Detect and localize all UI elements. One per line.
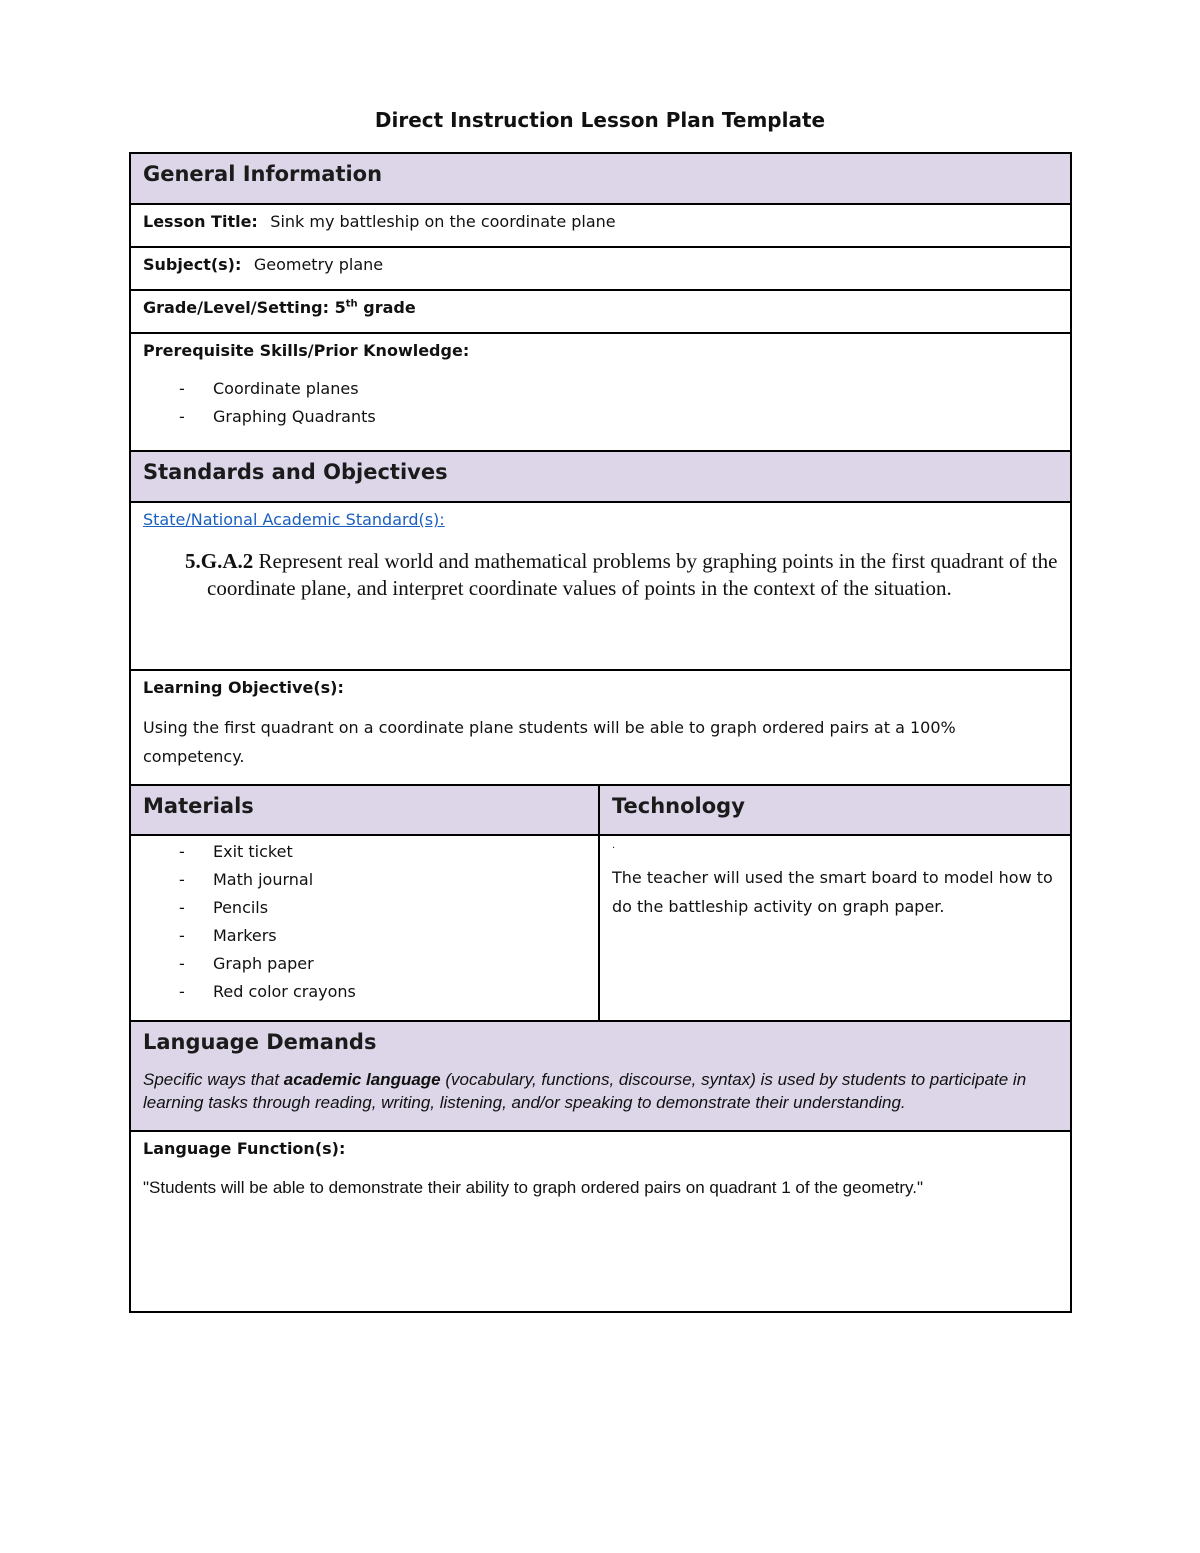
lesson-title-label: Lesson Title: bbox=[143, 212, 258, 231]
lesson-plan-table bbox=[129, 152, 1072, 1313]
language-heading: Language Demands bbox=[143, 1030, 377, 1054]
general-info-heading: General Information bbox=[143, 162, 383, 186]
objective-label: Learning Objective(s): bbox=[143, 678, 344, 697]
subject-row bbox=[130, 247, 1071, 290]
objective-text: Using the first quadrant on a coordinate plane students will be able to graph ordered pairs at a 100% competency. bbox=[143, 718, 956, 766]
materials-cell bbox=[130, 835, 599, 1021]
standard-text: Represent real world and mathematical problems by graphing points in the first quadrant of the coordinate plane, and interpret coordinate values of points in the context of the situation. bbox=[207, 549, 1058, 600]
grade-label: Grade/Level/Setting: bbox=[143, 298, 330, 317]
standards-heading: Standards and Objectives bbox=[143, 460, 448, 484]
prereq-label: Prerequisite Skills/Prior Knowledge: bbox=[143, 341, 470, 360]
materials-header bbox=[130, 785, 599, 835]
materials-list bbox=[143, 838, 586, 1006]
subject-value: Geometry plane bbox=[253, 255, 384, 274]
technology-header bbox=[599, 785, 1071, 835]
subject-label: Subject(s): bbox=[143, 255, 242, 274]
list-item: - Math journal bbox=[179, 866, 586, 894]
standard-link[interactable]: State/National Academic Standard(s): bbox=[143, 510, 445, 529]
technology-dot: . bbox=[612, 840, 616, 851]
prereq-list bbox=[143, 375, 1058, 431]
standards-header bbox=[130, 451, 1071, 502]
grade-row bbox=[130, 290, 1071, 333]
language-desc-after: (vocabulary, functions, discourse, syntax) is used by students to participate in learning tasks through reading, writing, listening, and/or speaking to demonstrate their understanding. bbox=[143, 1070, 1027, 1112]
lesson-title-value: Sink my battleship on the coordinate plane bbox=[270, 212, 616, 231]
prereq-row bbox=[130, 333, 1071, 451]
standard-statement bbox=[165, 548, 1058, 602]
list-item: - Graph paper bbox=[179, 950, 586, 978]
standard-row bbox=[130, 502, 1071, 670]
general-info-header bbox=[130, 153, 1071, 204]
grade-number: 5 bbox=[334, 298, 346, 317]
technology-heading: Technology bbox=[612, 794, 745, 818]
technology-text: The teacher will used the smart board to model how to do the battleship activity on graph paper. bbox=[612, 868, 1053, 916]
materials-heading: Materials bbox=[143, 794, 254, 818]
grade-word: grade bbox=[363, 298, 416, 317]
language-function-row bbox=[130, 1131, 1071, 1312]
list-item: - Exit ticket bbox=[179, 838, 586, 866]
language-function-label: Language Function(s): bbox=[143, 1139, 346, 1158]
grade-suffix: th bbox=[345, 298, 358, 310]
list-item: - Coordinate planes bbox=[179, 375, 1058, 403]
technology-cell bbox=[599, 835, 1071, 1021]
page-title: Direct Instruction Lesson Plan Template bbox=[374, 108, 826, 132]
language-desc-bold: academic language bbox=[283, 1070, 441, 1089]
list-item: - Graphing Quadrants bbox=[179, 403, 1058, 431]
language-desc-before: Specific ways that bbox=[143, 1070, 284, 1089]
standard-code: 5.G.A.2 bbox=[185, 549, 254, 573]
list-item: - Pencils bbox=[179, 894, 586, 922]
language-header bbox=[130, 1021, 1071, 1131]
lesson-title-row bbox=[130, 204, 1071, 247]
list-item: - Red color crayons bbox=[179, 978, 586, 1006]
list-item: - Markers bbox=[179, 922, 586, 950]
language-description bbox=[143, 1068, 1058, 1114]
objective-row bbox=[130, 670, 1071, 785]
language-function-text: "Students will be able to demonstrate their ability to graph ordered pairs on quadrant 1 of the geometry." bbox=[143, 1178, 924, 1197]
